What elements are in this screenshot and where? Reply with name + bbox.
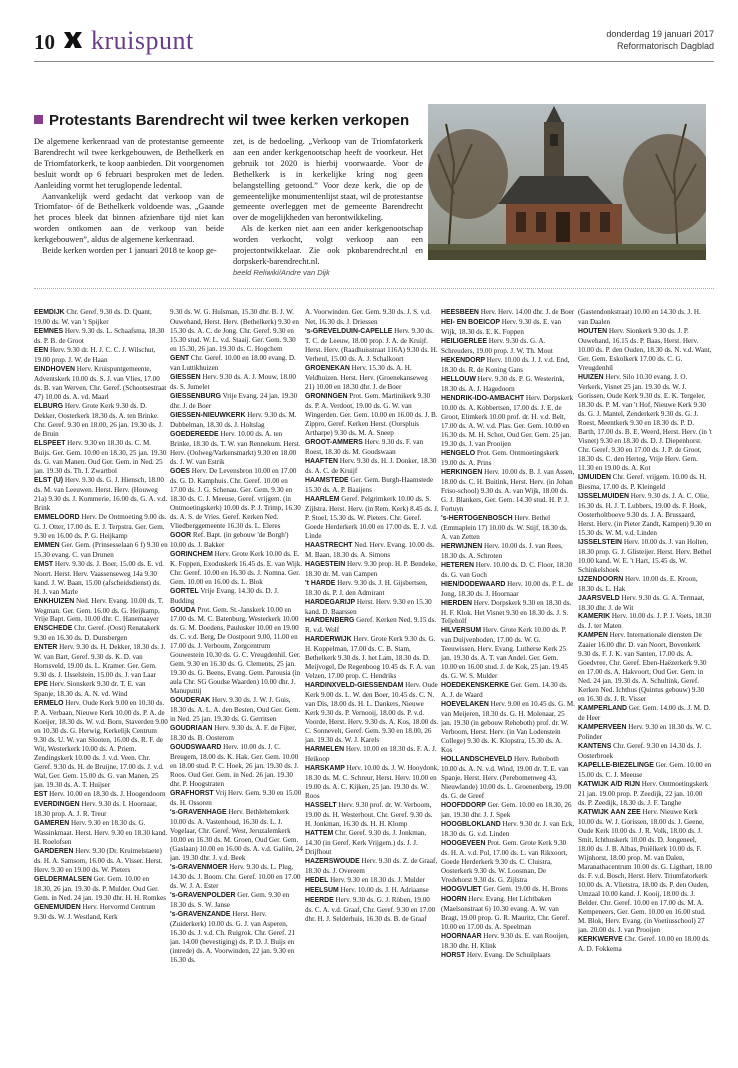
list-item: KAMERIK Herv. 10.00 ds. J. P. J. Voets, 18.30 ds. J. ter Maten (578, 612, 712, 631)
list-item: EINDHOVEN Herv. Kruispuntgemeente, Adventskerk 10.00 ds. S. J. van Vlies, 17.00 ds. B. van Werven. Chr. Geref. (Schootsestraat 47) 10.00 ds. A. vd. Maarl (34, 364, 167, 401)
list-item: 's-HERTOGENBOSCH Herv. Bethel (Emmaplein 17) 10.00 ds. W. Stijf, 18.30 ds. A. van Zetten (441, 513, 568, 541)
list-item: HUIZEN Herv. Silo 10.30 evang. J. O. Verkerk, Visnet 25 jan. 19.30 ds. W. J. Gorissen, Oude Kerk 9.30 ds. E. K. Tergeler, 18.30 ds. P. M. van 't Hof, Nieuwe Kerk 9.30 ds. G. J. Mantel, Zenderkerk 9.30 ds. G. J. Roest, Meentkerk 9.30 en 18.30 ds. P. D. Barth, 17.00 ds. B. E. Weerd, Herst. Herv. (in 't Visnet) 9.30 en 18.30 ds. D. J. Diepenhorst. Chr. Geref. 9.30 en 17.00 ds. J. P. de Groot, 18.30 ds. C. den Hertog, Vrije Herv. Gem. 11.30 en 19.00 ds. A. Kot (578, 372, 712, 472)
list-item: HARSKAMP Herv. 10.00 ds. J. W. Hooydonk, 18.30 ds. M. C. Schreur, Herst. Herv. 10.00 en 19.00 ds. A. C. Kijken, 25 jan. 19.30 ds. W. Roos (305, 764, 439, 801)
list-item: GOES Herv. De Levensbron 10.00 en 17.00 ds. G. D. Kamphuis. Chr. Geref. 10.00 en 17.00 ds. J. G. Schenau. Ger. Gem. 9.30 en 18.30 ds. C. J. Meeuse, Geref. vrijgem. (in Ontmoetingskerk) 10.00 ds. P. J. Trimp, 16.30 ds. A. S. de Vries. Geref. Kerken Ned. Vliedberggemeente 16.30 ds. L. Eleres (170, 466, 301, 530)
page-header (34, 24, 714, 60)
list-item: HEILIGERLEE Herv. 9.30 ds. G. A. Schreuders, 19.00 prop. J. W. Th. Mout (441, 336, 553, 355)
list-item: GAMEREN Herv. 9.30 en 18.30 ds. G. Wassinkmaat. Herst. Herv. 9.30 en 18.30 kand. H. Roelofsen (34, 819, 168, 847)
list-item: ENKHUIZEN Ned. Herv. Evang. 10.00 ds. T. Wegman. Ger. Gem. 16.00 ds. G. Heijkamp, Vrije Bapt. Gem. 10.00 dhr. C. Hanemaayer (34, 596, 164, 624)
list-item: HARDEGARIJP Herst. Herv. 9.30 en 15.30 kand. D. Baarssen (305, 597, 432, 616)
list-item: ERMELO Herv. Oude Kerk 9.00 en 10.30 ds. P. A. Verbaan, Nieuwe Kerk 10.00 ds. P. A. de Koeijer, 18.30 ds. W. v.d. Born, Staverden 9.00 en 10.30 ds. G. Herwig, Kerkelijk Centrum 9.30 ds. U. W. van Slooten, 16.00 ds. R. F. de Wit, Westerkerk 10.00 ds. A. Priem. Zendingskerk 10.00 ds. J. v.d. Veen. Chr. Geref. 9.30 ds. H. de Bruijne, 17.00 ds. J. v.d. Wal, Ger. Gem. 15.00 ds. G. van Manen, 25 jan. 19.30 ds. A. T. Huijser (34, 699, 168, 790)
list-item: HIEN/DODEWAARD Herv. 10.00 ds. P. L. de Jong, 18.30 ds. J. Hoornaar (441, 579, 574, 598)
list-item: GIESSEN-NIEUWKERK Herv. 9.30 ds. M. Dubbelman, 18.30 ds. J. Holtslag (170, 410, 297, 429)
list-item: 't HARDE Herv. 9.30 ds. J. H. Gijsbertsen, 18.30 ds. P. J. den Admirant (305, 578, 428, 597)
list-item: HEKENDORP Herv. 10.00 ds. J. J. v.d. End, 18.30 ds. R. de Koning Gans (441, 355, 570, 374)
list-item: GELDERMALSEN Ger. Gem. 10.00 en 18.30, 26 jan. 19.30 ds. P. Mulder. Oud Ger. Gem. in Ned. 24 jan. 19.30 dhr. H. H. Romkes (34, 875, 167, 903)
article-title (34, 112, 424, 129)
list-item: GRONINGEN Prot. Gem. Martinikerk 9.30 ds. P. A. Verdoot, 19.00 ds. G. W. van Wingerden. Ger. Gem. 10.00 en 16.00 ds. J. B. Zippro, Geref. Kerken Herst. (Oorspluis Artharpe) 9.30 ds. M. A. Sneep (305, 391, 438, 437)
list-item: ENSCHEDE Chr. Geref. (Oost) Renatakerk 9.30 en 16.30 ds. D. Dunsbergen (34, 624, 160, 643)
list-item: GIESSEN Herv. 9.30 ds. A. J. Mouw, 18.00 ds. S. Jumelet (170, 372, 296, 391)
list-item: HASSELT Herv. 9.30 prof. dr. W. Verboom, 19.00 ds. H. Westerhout. Chr. Geref. 9.30 ds. H. Jonkman, 16.30 ds. H. H. Klomp (305, 801, 433, 829)
list-item: 's-GRAVENMOER Herv. 9.30 ds. L. Plug, 14.30 ds. J. Boom. Chr. Geref. 10.00 en 17.00 ds. W. J. A. Ester (170, 863, 301, 891)
kerkdiensten-column-3 (305, 308, 439, 1058)
list-item: EVERDINGEN Herv. 9.30 ds. I. Hoornaar, 18.30 prop. A. J. R. Treur (34, 800, 157, 819)
list-item: KANTENS Chr. Geref. 9.30 en 14.30 ds. J. Oosterbroek (578, 742, 702, 761)
list-item: 's-GRAVENHAGE Herv. Bethlehemkerk 10.00 ds. A. Vastenhoud, 16.30 ds. L. J. Vogelaar, Chr. Geref. West, Jeruzalemkerk 10.00 en 16.30 ds. M. Groen, Oud Ger. Gem. (Gaslaan) 10.00 en 16.00 ds. A. v.d. Galiën, 24 jan. 19.30 dhr. J. v.d. Beek (170, 808, 303, 863)
list-item: GARDEREN Herv. 9.30 (Dr. Kruimelstaete) ds. H. A. Samsom, 16.00 ds. A. Visser. Herst. Herv. 9.30 en 19.00 ds. W. Pieters (34, 847, 163, 875)
section-divider (34, 288, 714, 289)
list-item: HOOGBLOKLAND Herv. 9.30 dr. J. van Eck, 18.30 ds. G. v.d. Linden (441, 820, 575, 839)
cross-logo-icon (61, 28, 85, 52)
list-item: HENDRIK-IDO-AMBACHT Herv. Dorpskerk 10.00 ds. A. Kobbertsen, 17.00 ds. J. E. de Groot, Elimkerk 10.00 prof. dr. H. v.d. Belt, 17.00 ds. A. W. v.d. Plas. Ger. Gem. 10.00 en 16.30 ds. M. H. Schot, Oud Ger. Gem. 25 jan. 19.30 ds. J. van Prooijen (441, 393, 574, 448)
list-item: HERKINGEN Herv. 10.00 ds. B. J. van Assen, 18.00 ds. C. H. Buitink, Herst. Herv. (in Johan Friso-school) 9.30 ds. A. van Wijk, 18.00 ds. G. J. Blankers, Ger. Gem. 14.30 stud. H. P. J. Fortuyn (441, 467, 575, 513)
article-paragraph: zet, is de bedoeling. „Verkoop van de Triomfatorkerk aan een ander kerkgenootschap heeft de voorkeur. Het gebruik tot 2020 is hierbij voorwaarde. Voor de Bethelkerk is in kerkelijke kring nog geen belangstelling getoond.” Voor deze kerk, die op de gemeentelijke monumentenlijst staat, wil de protestantse gemeente overleggen met de gemeente Barendrecht over de mogelijkheden van herontwikkeling. (233, 137, 423, 223)
list-item: HORST Herv. Evang. De Schuilplaats (441, 950, 551, 959)
article-column-2 (233, 137, 423, 277)
list-item: GOOR Ref. Bapt. (in gebouw 'de Borgh') 10.00 ds. J. Bakker (170, 530, 289, 549)
article-paragraph: Als de kerken niet aan een ander kerkgenootschap worden verkocht, volgt verkoop aan een projectontwikkelaar. Zie ook pknbarendrecht.nl en dorpskerk-barendrecht.nl. (233, 224, 423, 266)
list-item: HEI- EN BOEICOP Herv. 9.30 ds. E. van Wijk, 18.30 ds. E. K. Foppen (441, 317, 562, 336)
list-item: HOOFDDORP Ger. Gem. 10.00 en 18.30, 26 jan. 19.30 dhr. J. J. Spek (441, 801, 572, 820)
list-item: GOUDA Prot. Gem. St.-Janskerk 10.00 en 17.00 ds. M. C. Batenburg, Westerkerk 10.00 ds. G. M. Doedens, Paulusker 10.00 en 19.00 ds. C. v.d. Berg, De Oostpoort 9.00, 11.00 en 17.00 ds. J. Verboom, Zorgcentrum Gouwestein 10.30 ds. G. C. Vreugdenhil. Ger. Gem. 9.30 en 16.30 ds. G. Clements, 25 jan. 19.30 ds. G. Beens, Evang. Gem. Parousia (in aula Chr. SG Goudse Waarden) 10.00 dhr. J. Manuputtij (170, 605, 301, 696)
article-paragraph: Aanvankelijk werd gedacht dat verkoop van de Triomfator- óf de Bethelkerk voldoende was. „Gaande het proces bleek dat binnen afzienbare tijd niet kan worden ontkomen aan de verkoop van beide kerkgebouwen”, aldus de algemene kerkenraad. (34, 191, 224, 245)
list-item: HAAFTEN Herv. 9.30 ds. H. J. Donker, 18.30 ds. A. C. de Kruijf (305, 456, 437, 475)
list-item: IJMUIDEN Chr. Geref. vrijgem. 10.00 ds. H. Biesma, 17.00 ds. P. Kleingeld (578, 472, 707, 491)
list-item: KAPELLE-BIEZELINGE Ger. Gem. 10.00 en 15.00 ds. C. J. Meeuse (578, 761, 712, 780)
list-item: 's-GRAVENZANDE Herst. Herv. (Zuiderkerk) 10.00 ds. G. J. van Asperen, 16.30 ds. J. v.d. Ch. Ruigrok. Chr. Geref. 21 jan. 14.00 (bevestiging) ds. P. D. J. Buijs en (intrede) ds. A. Voorwinden, 22 jan. 9.30 en 16.30 ds. (170, 909, 296, 964)
list-item: KERKWERVE Chr. Geref. 10.00 en 18.00 ds. A. D. Fokkema (578, 934, 710, 953)
list-item: ELSPEET Herv. 9.30 en 18.30 ds. C. M. Buijs. Ger. Gem. 10.00 en 18.30, 25 jan. 19.30 ds. G. van Manen. Oud Ger. Gem. in Ned. 25 jan. 19.30 ds. Th. I. Zwartbol (34, 438, 167, 475)
list-item: HATTEM Chr. Geref. 9.30 ds. J. Jonkman, 14.30 (in Geref. Kerk Vrijgem.) ds. J. J. Drijfhout (305, 829, 427, 857)
page-number: 10 (34, 30, 55, 54)
list-item: HEERDE Herv. 9.30 ds. G. J. Röben, 19.00 ds. C. A. v.d. Graaf, Chr. Geref. 9.30 en 17.00 dhr. H. J. Selderhuis, 16.30 ds. B. de Graaf (305, 896, 436, 923)
list-item: EST Herv. 10.00 en 18.30 ds. J. Hoogendoorn (34, 790, 166, 799)
list-item: ELST (U) Herv. 9.30 ds. G. J. Hiensch, 18.00 ds. M. van Leeuwen. Herst. Herv. (Houweg 21a) 9.30 ds. J. Kommerie, 16.00 ds. G. A. v.d. Brink (34, 475, 168, 512)
list-item: HETEREN Herv. 10.00 ds. D. C. Floor, 18.30 ds. G. van Goch (441, 560, 573, 579)
list-item: HERWIJNEN Herv. 10.00 ds. J. van Rees, 18.30 ds. A. Schroten (441, 541, 563, 560)
list-item: ELBURG Herv. Grote Kerk 9.30 ds. D. Dekker, Oosterkerk 18.30 ds. A. ten Brinke. Chr. Geref. 9.30 en 18.00, 26 jan. 19.30 ds. J. de Bruin (34, 401, 163, 438)
list-item: EEMNES Herv. 9.30 ds. L. Schaafsma, 18.30 ds. P. B. de Groot (34, 326, 165, 345)
list-item: (Gastendonkstraat) 10.00 en 14.30 ds. J. H. van Daalen (578, 308, 701, 326)
photo-credit: beeld Reliwiki/Andre van Dijk (233, 267, 330, 277)
list-item: HARDERWIJK Herv. Grote Kerk 9.30 ds. G. H. Koppelman, 17.00 ds. C. B. Stam, Bethelkerk 9.30 ds. J. het Lam, 18.30 ds. D. Meijvogel, De Regenboog 10.45 ds. F. A. van Velzen, 17.00 prop. C. Hendriks (305, 635, 436, 681)
list-item: GENT Chr. Geref. 10.00 en 18.00 evang. D. van Luttikhuizen (170, 353, 296, 372)
list-item: 's-GREVELDUIN-CAPELLE Herv. 9.30 ds. T. C. de Leeuw, 18.00 prop. J. A. de Kruijf. Herst. Herv. (Raadhuisstraat 116A) 9.30 ds. H. Verheul, 15.00 ds. A. J. Schalkoort (305, 326, 438, 363)
list-item: HAARLEM Geref. Pelgrimkerk 10.00 ds. S. Zijlstra. Herst. Herv. (in Rem. Kerk) 8.45 ds. J. P. Stoel, 15.30 ds. W. Pieters. Chr. Geref. Goede Herderkerk 10.00 en 17.00 ds. E. J. v.d. Linde (305, 494, 439, 540)
list-item: GOEDEREEDE Herv. 10.00 ds. A. ten Brinke, 18.30 ds. T. W. van Rennekum. Herst. Herv. (Oolweg/Varkensmarkt) 9.30 en 18.00 ds. J. W. van Estrik (170, 429, 301, 466)
kerkdiensten-column-4 (441, 308, 575, 1058)
list-item: IJSSELMUIDEN Herv. 9.30 ds. J. A. C. Olie, 16.30 ds. H. J. T. Lubbers, 19.00 ds. F. Hoek, Oosterholtboeve 9.30 ds. J. A. Brussaard, Herst. Herv. (in Pieter Zandt, Kampen) 9.30 en 15.30 ds. W. M. v.d. Linden (578, 491, 712, 537)
church-photo (428, 104, 706, 260)
list-item: KATWIJK A/D RIJN Herv. Ontmoetingskerk 21 jan. 19.00 prop. P. Zeedijk, 22 jan. 10.00 ds. P. Zeedijk, 18.30 ds. J. F. Tanghe (578, 780, 709, 808)
list-item: EMMEN Ger. Gem. (Prinsesselaan 6 f) 9.30 en 15.30 evang. C. van Drunen (34, 540, 168, 559)
list-item: HAASTRECHT Ned. Herv. Evang. 10.00 ds. M. Baan, 18.30 ds. A. Simons (305, 540, 435, 559)
list-item: GOUDSWAARD Herv. 10.00 ds. J. C. Breugem, 18.00 ds. K. Hak. Ger. Gem. 10.00 en 18.00 stud. P. C. Hoek, 26 jan. 19.30 ds. J. Roos. Oud Ger. Gem. in Ned. 26 jan. 19.30 dhr. P. Hoogstraten (170, 743, 299, 789)
list-item: HIERDEN Herv. Dorpskerk 9.30 en 18.30 ds. H. F. Klok. Het Visnet 9.30 en 18.30 ds. J. S. Teljeholf (441, 598, 572, 626)
list-item: HOLLANDSCHEVELD Herv. Rehoboth 10.00 ds. A. N. v.d. Wind, 19.00 dr. T. E. van Spanje, Herst. Herv. (Perebomenweg 43, Nieuwlande) 10.00 ds. L. Groenenberg, 19.00 ds. G. de Greef (441, 755, 572, 801)
list-item: HOOGEVEEN Prot. Gem. Grote Kerk 9.30 ds. H. A. v.d. Pol, 17.00 ds. L. van Rikxoort, Goede Herderkerk 9.30 ds. C. Cluistra, Oosterkerk 9.30 ds. W. Loosman, De Vredehorst 9.30 ds. G. Zijlstra (441, 839, 568, 885)
list-item: A. Voorwinden. Ger. Gem. 9.30 ds. J. S. v.d. Net, 16.30 ds. J. Driessen (305, 308, 431, 326)
list-item: EMMELOORD Herv. De Ontmoeting 9.00 ds. G. J. Otter, 17.00 ds. E. J. Terpstra. Ger. Gem. 9.30 en 16.00 ds. P. G. Heijkamp (34, 512, 167, 540)
list-item: KAMPERVEEN Herv. 9.30 en 18.30 ds. W. C. Polinder (578, 723, 712, 742)
list-item: KAMPEN Herv. Internationale diensten De Zaaier 16.00 dhr. D. van Noort, Bovenkerk 9.30 ds. F. J. K. van Santen, 17.00 ds. A. Goedvree, Chr. Geref. Eben-Haëzerkerk 9.30 en 17.00 ds. A. Hakvoort, Oud Ger. Gem. in Ned. 24 jan. 19.30 ds. A. Schultink, Geref. Kerken Ned. Ichthus (Quintus gebouw) 9.30 en 16.30 ds. J. R. Visser (578, 631, 707, 704)
issue-date: donderdag 19 januari 2017 (606, 29, 714, 39)
list-item: HAGESTEIN Herv. 9.30 prop. H. P. Bendeke, 18.30 dr. M. van Campen (305, 559, 437, 578)
list-item: HOUTEN Herv. Sionkerk 9.30 ds. J. P. Ouwehand, 16.15 ds. P. Baas, Herst. Herv. 10.00 ds. P. den Ouden, 18.30 ds. N. v.d. Want, Ger. Gem. Eskolkerk 17.00 ds. C. G. Vreugdenhil (578, 326, 712, 372)
list-item: HOORNAAR Herv. 9.30 ds. E. van Rooijen, 18.30 dhr. H. Klink (441, 931, 569, 950)
title-square-icon (34, 115, 43, 124)
list-item: HOEVELAKEN Herv. 9.00 en 10.45 ds. G. M. van Meijeren, 18.30 ds. G. H. Molenaar, 25 jan. 19.30 (in gebouw Rehoboth) prof. dr. W. Verboom, Herst. Herv. (in Van Lodenstein College) 9.30 ds. K. Klopstra, 15.30 ds. A. Kos (441, 700, 575, 755)
list-item: HILVERSUM Herv. Grote Kerk 10.00 ds. P. van Duijvenboden, 17.00 ds. W. G. Teeuwissen, Herv. Evang. Lutherse Kerk 25 jan. 19.30 ds. A. T. van Andel. Ger. Gem. 10.00 en 16.00 stud. J. de Kok, 25 jan. 19.45 ds. G. W. S. Mulder (441, 626, 568, 681)
list-item: GOUDRIAAN Herv. 9.30 ds. A. F. de Fijter, 18.30 ds. B. Oosterom (170, 724, 297, 743)
list-item: IJZENDOORN Herv. 10.00 ds. E. Kroon, 18.30 ds. L. Hak (578, 574, 698, 593)
list-item: HEELSUM Herv. 10.00 ds. J. H. Adriaanse (305, 886, 429, 895)
list-item: HAAMSTEDE Ger. Gem. Burgh-Haamstede 15.30 ds. A. P. Baaijens (305, 475, 434, 494)
article-paragraph: Beide kerken worden per 1 januari 2018 te koop ge- (42, 246, 217, 256)
list-item: GOUDERAK Herv. 9.30 ds. J. W. J. Guis, 18.30 ds. A. L. A. den Besten, Oud Ger. Gem. in Ned. 25 jan. 19.30 ds. G. Gerritsen (170, 696, 301, 724)
list-item: GRAFHORST Vrij Herv. Gem. 9.30 en 15.00 ds. H. Ossoren (170, 789, 302, 808)
list-item: EEMDIJK Chr. Geref. 9.30 ds. D. Quant, 19.00 ds. W. van 't Spijker (34, 308, 152, 326)
kerkdiensten-column-1 (34, 308, 168, 1058)
list-item: HARDENBERG Geref. Kerken Ned. 9.15 ds. R. v.d. Wolf (305, 616, 437, 635)
kerkdiensten-column-5 (578, 308, 712, 1058)
list-item: EEN Herv. 9.30 dr. H. J. C. C. J. Wilschut, 19.00 prop. J. W. de Haan (34, 345, 156, 364)
header-meta (606, 28, 714, 52)
list-item: HAZERSWOUDE Herv. 9.30 ds. Z. de Graaf, 18.30 ds. J. Overeem (305, 857, 438, 876)
list-item: HOORN Herv. Evang. Het Lichtbaken (Maelsonstraat 6) 10.30 evang. A. W. van Bragt, 19.00 prop. G. R. Mauritz, Chr. Geref. 10.00 en 17.00 ds. A. Speelman (441, 895, 570, 931)
list-item: HEESBEEN Herv. Herv. 14.00 dhr. J. de Boer (441, 308, 575, 316)
list-item: HARMELEN Herv. 10.00 en 18.30 ds. F. A. J. Heikoop (305, 745, 437, 764)
list-item: GROENEKAN Herv. 15.30 ds. A. H. Veldhuizen. Herst. Herv. (Groenekanseweg 21) 10.00 en 18.30 dhr. J. de Boer (305, 363, 428, 391)
header-rule (34, 61, 714, 62)
list-item: JAARSVELD Herv. 9.30 ds. G. A. Termaat, 18.30 dhr. J. de Wit (578, 593, 705, 612)
article-paragraph: De algemene kerkenraad van de protestantse gemeente Barendrecht wil twee kerkgebouwen, de Bethelkerk en de Triomfatorkerk, te koop aanbieden. Dit voorgenomen besluit wordt op 6 februari besproken met de leden. Aanleiding vormt het teruglopende ledental. (34, 137, 224, 190)
list-item: 's-GRAVENPOLDER Ger. Gem. 9.30 en 18.30 ds. S. W. Janse (170, 891, 290, 909)
church-photo-illustration (428, 104, 706, 260)
kerkdiensten-column-2 (170, 308, 304, 1058)
list-item: ENTER Herv. 9.30 ds. H. Dekker, 18.30 ds. J. W. van Bart, Geref. 9.30 ds. K. D. van Hornsveld, 19.00 ds. L. Kramer. Ger. Gem. 9.30 ds. J. IJsselstein, 15.00 ds. J. van Laar (34, 643, 166, 680)
list-item: GROOT-AMMERS Herv. 9.30 ds. F. van Roest, 18.30 ds. M. Goudswaan (305, 437, 424, 456)
list-item: GIESSENBURG Vrije Evang. 24 jan. 19.30 dhr. J. de Boer (170, 391, 298, 410)
list-item: KAMPERLAND Ger. Gem. 14.00 ds. J. M. D. de Heer (578, 704, 711, 723)
list-item: GORINCHEM Herv. Grote Kerk 10.00 ds. E. K. Foppen, Exoduskerk 16.45 ds. E. van Wijk. Chr. Geref. 10.00 en 16.30 ds. J. Nomna. Ger. Gem. 10.00 en 16.00 ds. L. Blok (170, 549, 303, 586)
list-item: HARDINXVELD-GIESSENDAM Herv. Oude Kerk 9.00 ds. L. W. den Boer, 10.45 ds. C. N. van Dis, 18.00 ds. H. L. Dankers, Nieuwe Kerk 9.30 ds. P. Vernooij, 18.00 ds. P. v.d. Voorde, Herst. Herv. 9.30 ds. A. Kos, 18.00 ds. C. Sonnevelt, Geref. Gem. 9.30 en 18.00, 26 jan. 19.30 ds. W. J. Karels (305, 681, 439, 745)
publication-name: Reformatorisch Dagblad (616, 41, 714, 51)
list-item: HOEDEKENSKERKE Ger. Gem. 14.30 ds. A. J. de Waard (441, 681, 568, 700)
list-item: HELLOUW Herv. 9.30 ds. P. G. Westerink, 18.30 ds. A. J. Hagedoorn (441, 374, 565, 393)
list-item: KATWIJK AAN ZEE Herv. Nieuwe Kerk 10.00 ds. W. J. Gorissen, 18.00 ds. J. Geene, Oude Kerk 10.00 ds. J. R. Volk, 18.00 ds. J. Smit, Ichthuskerk 10.00 ds. D. Jongeneel, 18.00 ds. J. B. Albas, Pniëlkerk 10.00 ds. F. Wijnhorst, 18.00 prop. M. van Dalen, Maranathacentrum 10.00 ds. G. Ligthart, 18.00 ds. F. v.d. Bosch, Herst. Herv. Triumfatorkerk 10.00 ds. A. Vlietstra, 18.00 ds. P. den Ouden, Umzaal 10.00 kand. J. Kooij, 18.00 ds. J. Belder. Chr. Geref. 10.00 en 17.00 ds. M. A. Kempeneers, Ger. Gem. 10.00 en 16.00 stud. M. Blok, Herv. Evang. (in Voetiusschool) 27 jan. 20.00 ds. J. van Prooijen (578, 808, 712, 934)
list-item: HOOGVLIET Ger. Gem. 19.00 ds. H. Brons (441, 885, 568, 894)
list-item: GENEMUIDEN Herv. Hervormd Centrum 9.30 ds. W. J. Westland, Kerk (34, 903, 156, 921)
list-item: EMST Herv. 9.30 ds. J. Boer, 15.00 ds. E. vd. Noort. Herst. Herv. Vaassenseweg 14a 9.30 kand. J. W. Baan, 15.00 (afscheidsdienst) ds. H. J. van Marle (34, 559, 164, 596)
list-item: GORTEL Vrije Evang. 14.30 ds. D. J. Budding (170, 586, 279, 605)
list-item: HEDEL Herv. 9.30 en 18.30 ds. J. Mulder (305, 876, 425, 885)
article-title-text: Protestants Barendrecht wil twee kerken verkopen (49, 112, 410, 129)
list-item: IJSSELSTEIN Herv. 10.00 ds. J. van Holten, 18.30 prop. G. J. Glisteijer. Herst. Herv. Bethel 10.00 kand. W. E. 't Hart, 15.45 ds. W. Schinkelshoek (578, 537, 712, 574)
article-column-1 (34, 137, 224, 257)
list-item: EPE Herv. Sionskerk 9.30 dr. T. E. van Spanje, 18.30 ds. A. N. vd. Wind (34, 680, 146, 699)
brand-title: kruispunt (91, 26, 194, 55)
list-item: HENGELO Prot. Gem. Ontmoetingskerk 19.00 ds. A. Prins (441, 448, 559, 467)
list-item: 9.30 ds. W. G. Hulsman, 15.30 dhr. B. J. W. Ouwehand, Herst. Herv. (Bethelkerk) 9.30 en 15.30 ds. A. C. de Jong. Chr. Geref. 9.30 en 15.30 stud. W. L. v.d. Staaij. Ger. Gem. 9.30 en 15.30, 26 jan. 19.30 ds. C. Hogchem (170, 308, 299, 353)
